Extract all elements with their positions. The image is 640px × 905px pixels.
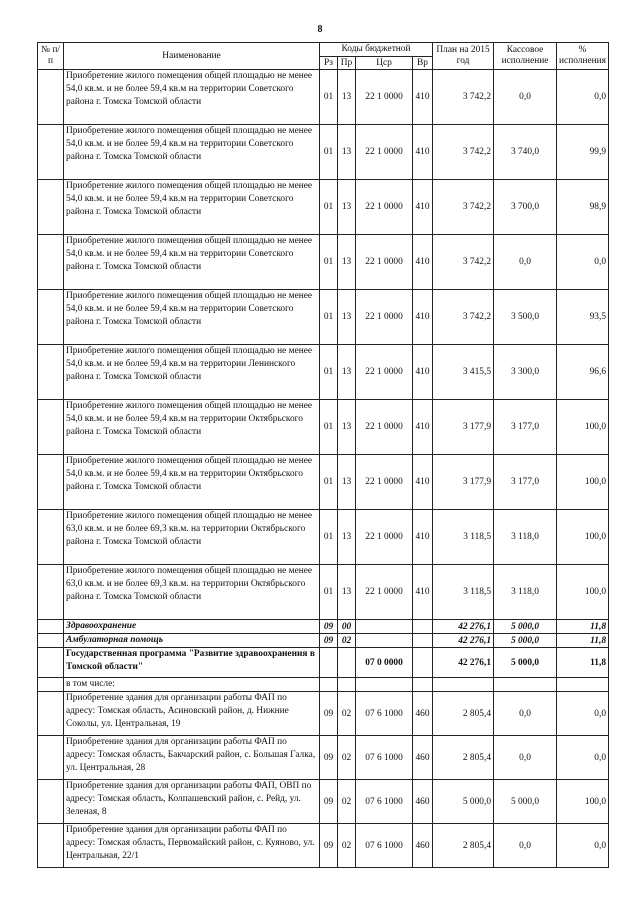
header-plan: План на 2015 год: [433, 43, 494, 70]
cell-cash: 3 118,0: [494, 510, 557, 565]
table-row: [38, 125, 609, 180]
cell-pr: [338, 678, 356, 692]
cell-rz: [320, 648, 338, 678]
table-row: [38, 780, 609, 824]
cell-num: [38, 290, 64, 345]
cell-rz: 01: [320, 400, 338, 455]
cell-vr: 410: [413, 345, 433, 400]
cell-vr: 460: [413, 780, 433, 824]
table-row: [38, 400, 609, 455]
cell-rz: 01: [320, 510, 338, 565]
cell-cash: 0,0: [494, 70, 557, 125]
cell-cash: 5 000,0: [494, 648, 557, 678]
cell-pr: 00: [338, 620, 356, 634]
cell-rz: 01: [320, 180, 338, 235]
cell-name: Приобретение жилого помещения общей площадью не менее 54,0 кв.м. и не более 59,4 кв.м на территории Ленинского района г. Томска Томской области: [64, 345, 320, 400]
cell-vr: 460: [413, 736, 433, 780]
cell-pct: 100,0: [557, 510, 609, 565]
header-pct: % исполнения: [557, 43, 609, 70]
cell-vr: [413, 634, 433, 648]
cell-pr: 02: [338, 736, 356, 780]
cell-name: Приобретение жилого помещения общей площадью не менее 54,0 кв.м. и не более 59,4 кв.м на территории Октябрьского района г. Томска Томской области: [64, 400, 320, 455]
header-cash: Кассовое исполнение: [494, 43, 557, 70]
table-row: [38, 290, 609, 345]
cell-csr: 07 6 1000: [356, 824, 413, 868]
cell-name: Государственная программа "Развитие здравоохранения в Томской области": [64, 648, 320, 678]
cell-csr: 07 6 1000: [356, 780, 413, 824]
cell-num: [38, 565, 64, 620]
cell-rz: 01: [320, 125, 338, 180]
cell-num: [38, 780, 64, 824]
cell-num: [38, 345, 64, 400]
cell-plan: 3 177,9: [433, 455, 494, 510]
cell-rz: [320, 678, 338, 692]
cell-num: [38, 620, 64, 634]
cell-cash: 0,0: [494, 235, 557, 290]
cell-name: Приобретение жилого помещения общей площадью не менее 54,0 кв.м. и не более 59,4 кв.м на территории Октябрьского района г. Томска Томской области: [64, 455, 320, 510]
cell-plan: 3 742,2: [433, 70, 494, 125]
cell-pr: 13: [338, 180, 356, 235]
cell-num: [38, 180, 64, 235]
cell-pr: 13: [338, 235, 356, 290]
cell-cash: 3 500,0: [494, 290, 557, 345]
cell-csr: 07 0 0000: [356, 648, 413, 678]
cell-plan: 3 742,2: [433, 290, 494, 345]
cell-rz: 09: [320, 824, 338, 868]
cell-pr: 13: [338, 290, 356, 345]
cell-num: [38, 634, 64, 648]
cell-rz: 09: [320, 634, 338, 648]
cell-pr: 13: [338, 400, 356, 455]
header-pr: Пр: [338, 57, 356, 70]
cell-plan: 42 276,1: [433, 620, 494, 634]
cell-name: Приобретение жилого помещения общей площадью не менее 54,0 кв.м. и не более 59,4 кв.м на территории Советского района г. Томска Томской области: [64, 125, 320, 180]
cell-pct: 0,0: [557, 824, 609, 868]
table-row: [38, 510, 609, 565]
cell-csr: 22 1 0000: [356, 290, 413, 345]
cell-rz: 01: [320, 345, 338, 400]
cell-rz: 09: [320, 780, 338, 824]
cell-pct: 100,0: [557, 400, 609, 455]
cell-csr: [356, 620, 413, 634]
cell-num: [38, 125, 64, 180]
cell-csr: 22 1 0000: [356, 400, 413, 455]
cell-num: [38, 736, 64, 780]
cell-pct: 100,0: [557, 565, 609, 620]
cell-csr: 22 1 0000: [356, 510, 413, 565]
budget-table: [37, 42, 609, 868]
cell-num: [38, 648, 64, 678]
cell-vr: [413, 620, 433, 634]
cell-cash: 3 740,0: [494, 125, 557, 180]
table-row: [38, 736, 609, 780]
cell-plan: 3 742,2: [433, 235, 494, 290]
cell-name: Приобретение здания для организации работы ФАП по адресу: Томская область, Бакчарский район, с. Большая Галка, ул. Центральная, 28: [64, 736, 320, 780]
cell-plan: [433, 678, 494, 692]
table-row: [38, 824, 609, 868]
cell-csr: [356, 634, 413, 648]
cell-csr: 07 6 1000: [356, 692, 413, 736]
cell-cash: 0,0: [494, 736, 557, 780]
cell-num: [38, 235, 64, 290]
cell-cash: 0,0: [494, 692, 557, 736]
cell-plan: 2 805,4: [433, 824, 494, 868]
header-vr: Вр: [413, 57, 433, 70]
cell-rz: 09: [320, 692, 338, 736]
cell-csr: 22 1 0000: [356, 235, 413, 290]
cell-rz: 01: [320, 70, 338, 125]
cell-num: [38, 400, 64, 455]
cell-num: [38, 455, 64, 510]
cell-pr: 13: [338, 455, 356, 510]
cell-cash: 5 000,0: [494, 620, 557, 634]
cell-num: [38, 692, 64, 736]
cell-pct: 0,0: [557, 692, 609, 736]
cell-cash: 5 000,0: [494, 780, 557, 824]
table-row: [38, 692, 609, 736]
table-row: [38, 634, 609, 648]
cell-pct: [557, 678, 609, 692]
cell-vr: 410: [413, 125, 433, 180]
cell-num: [38, 510, 64, 565]
cell-pct: 11,8: [557, 620, 609, 634]
table-row: [38, 565, 609, 620]
header-csr: Цср: [356, 57, 413, 70]
table-row: [38, 345, 609, 400]
cell-pr: [338, 648, 356, 678]
cell-name: в том числе:: [64, 678, 320, 692]
table-row: [38, 620, 609, 634]
header-codes: Коды бюджетной: [320, 43, 433, 57]
cell-cash: 3 700,0: [494, 180, 557, 235]
cell-name: Приобретение жилого помещения общей площадью не менее 54,0 кв.м. и не более 59,4 кв.м на территории Советского района г. Томска Томской области: [64, 290, 320, 345]
cell-rz: 01: [320, 565, 338, 620]
cell-plan: 3 742,2: [433, 180, 494, 235]
cell-rz: 09: [320, 736, 338, 780]
cell-pct: 99,9: [557, 125, 609, 180]
header-name: Наименование: [64, 43, 320, 70]
cell-csr: 22 1 0000: [356, 455, 413, 510]
cell-pct: 11,8: [557, 648, 609, 678]
cell-vr: 410: [413, 565, 433, 620]
cell-plan: 3 118,5: [433, 565, 494, 620]
cell-plan: 3 177,9: [433, 400, 494, 455]
cell-cash: 3 177,0: [494, 400, 557, 455]
cell-cash: [494, 678, 557, 692]
cell-plan: 5 000,0: [433, 780, 494, 824]
table-row: [38, 180, 609, 235]
cell-pct: 98,9: [557, 180, 609, 235]
cell-pct: 0,0: [557, 235, 609, 290]
cell-rz: 01: [320, 235, 338, 290]
cell-vr: 410: [413, 70, 433, 125]
cell-pct: 96,6: [557, 345, 609, 400]
cell-name: Амбулаторная помощь: [64, 634, 320, 648]
cell-vr: 460: [413, 824, 433, 868]
cell-name: Приобретение здания для организации работы ФАП по адресу: Томская область, Первомайский район, с. Куяново, ул. Центральная, 22/1: [64, 824, 320, 868]
cell-csr: 22 1 0000: [356, 565, 413, 620]
cell-cash: 5 000,0: [494, 634, 557, 648]
cell-pct: 100,0: [557, 455, 609, 510]
cell-name: Приобретение здания для организации работы ФАП, ОВП по адресу: Томская область, Колпашевский район, с. Рейд, ул. Зеленая, 8: [64, 780, 320, 824]
cell-pct: 100,0: [557, 780, 609, 824]
cell-pct: 93,5: [557, 290, 609, 345]
cell-cash: 3 118,0: [494, 565, 557, 620]
cell-pr: 13: [338, 510, 356, 565]
cell-rz: 01: [320, 290, 338, 345]
table-row: [38, 455, 609, 510]
table-row: [38, 235, 609, 290]
cell-name: Приобретение жилого помещения общей площадью не менее 63,0 кв.м. и не более 69,3 кв.м. на территории Октябрьского района г. Томска Томской области: [64, 510, 320, 565]
cell-plan: 42 276,1: [433, 634, 494, 648]
cell-plan: 3 415,5: [433, 345, 494, 400]
page-number: 8: [317, 24, 323, 35]
cell-vr: 460: [413, 692, 433, 736]
cell-name: Приобретение жилого помещения общей площадью не менее 54,0 кв.м. и не более 59,4 кв.м на территории Советского района г. Томска Томской области: [64, 235, 320, 290]
cell-vr: [413, 678, 433, 692]
cell-num: [38, 678, 64, 692]
cell-vr: 410: [413, 235, 433, 290]
cell-csr: 22 1 0000: [356, 125, 413, 180]
table-row: [38, 70, 609, 125]
cell-pr: 02: [338, 634, 356, 648]
cell-pr: 02: [338, 824, 356, 868]
cell-rz: 01: [320, 455, 338, 510]
cell-csr: 22 1 0000: [356, 180, 413, 235]
table-row: [38, 678, 609, 692]
cell-cash: 3 300,0: [494, 345, 557, 400]
cell-plan: 42 276,1: [433, 648, 494, 678]
cell-vr: 410: [413, 290, 433, 345]
cell-pct: 0,0: [557, 736, 609, 780]
cell-pr: 13: [338, 565, 356, 620]
cell-plan: 3 742,2: [433, 125, 494, 180]
cell-pr: 13: [338, 125, 356, 180]
cell-name: Здравоохранение: [64, 620, 320, 634]
cell-name: Приобретение жилого помещения общей площадью не менее 54,0 кв.м. и не более 59,4 кв.м на территории Советского района г. Томска Томской области: [64, 180, 320, 235]
cell-csr: 22 1 0000: [356, 70, 413, 125]
cell-pr: 02: [338, 692, 356, 736]
cell-num: [38, 824, 64, 868]
cell-name: Приобретение жилого помещения общей площадью не менее 63,0 кв.м. и не более 69,3 кв.м. на территории Октябрьского района г. Томска Томской области: [64, 565, 320, 620]
cell-vr: 410: [413, 510, 433, 565]
cell-rz: 09: [320, 620, 338, 634]
cell-plan: 3 118,5: [433, 510, 494, 565]
table-row: [38, 648, 609, 678]
header-rz: Рз: [320, 57, 338, 70]
cell-cash: 0,0: [494, 824, 557, 868]
cell-vr: 410: [413, 180, 433, 235]
cell-vr: [413, 648, 433, 678]
cell-csr: 22 1 0000: [356, 345, 413, 400]
cell-pr: 02: [338, 780, 356, 824]
cell-csr: 07 6 1000: [356, 736, 413, 780]
cell-plan: 2 805,4: [433, 736, 494, 780]
cell-cash: 3 177,0: [494, 455, 557, 510]
table-header: [38, 43, 609, 70]
header-num: № п/п: [38, 43, 64, 70]
cell-pct: 0,0: [557, 70, 609, 125]
cell-vr: 410: [413, 400, 433, 455]
table-body: [38, 70, 609, 868]
cell-name: Приобретение здания для организации работы ФАП по адресу: Томская область, Асиновский район, д. Нижние Соколы, ул. Центральная, 19: [64, 692, 320, 736]
cell-pr: 13: [338, 345, 356, 400]
cell-name: Приобретение жилого помещения общей площадью не менее 54,0 кв.м. и не более 59,4 кв.м на территории Советского района г. Томска Томской области: [64, 70, 320, 125]
cell-pr: 13: [338, 70, 356, 125]
cell-num: [38, 70, 64, 125]
cell-vr: 410: [413, 455, 433, 510]
cell-csr: [356, 678, 413, 692]
cell-plan: 2 805,4: [433, 692, 494, 736]
cell-pct: 11,8: [557, 634, 609, 648]
